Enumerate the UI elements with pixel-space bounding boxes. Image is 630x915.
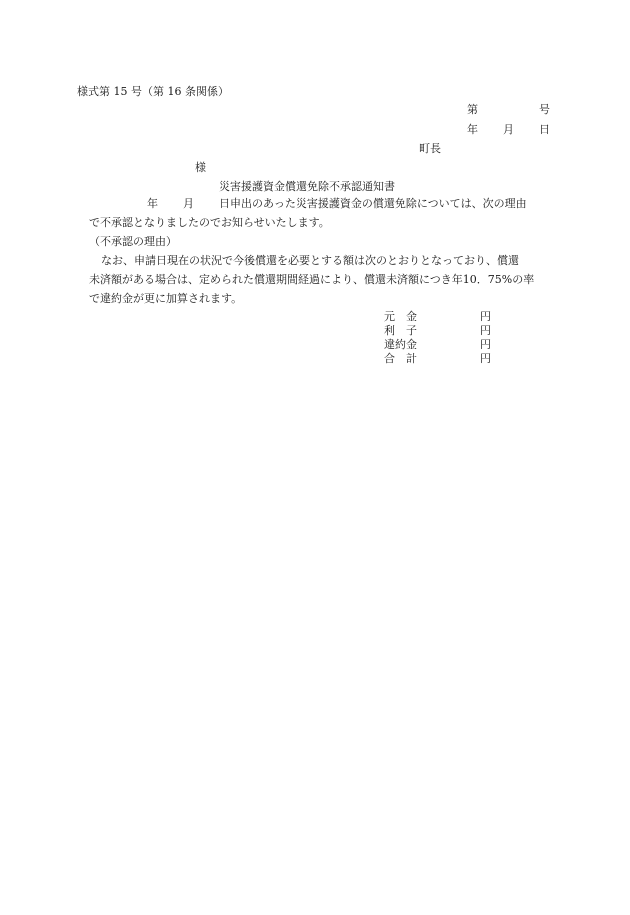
intro-year: 年 [147, 197, 158, 210]
reason-line-2: 未済額がある場合は、定められた償還期間経過により、償還未済額につき年10．75%の率 [89, 273, 535, 286]
reason-line-1: なお、申請日現在の状況で今後償還を必要とする額は次のとおりとなっており、償還 [101, 254, 519, 267]
addressee-suffix: 様 [195, 161, 206, 174]
date-month: 月 [503, 123, 514, 136]
amount-label: 合 計 [384, 352, 417, 365]
amount-row-principal [384, 310, 494, 324]
amount-row-total [384, 352, 494, 366]
amount-unit: 円 [480, 338, 491, 351]
amount-label: 元 金 [384, 310, 417, 323]
reason-line-3: で違約金が更に加算されます。 [89, 292, 243, 305]
amount-row-interest [384, 324, 494, 338]
amount-label: 利 子 [384, 324, 417, 337]
amount-label: 違約金 [384, 338, 417, 351]
date-year: 年 [467, 123, 478, 136]
amount-row-penalty [384, 338, 494, 352]
intro-month: 月 [183, 197, 194, 210]
date-day: 日 [539, 123, 550, 136]
intro-line-2: で不承認となりましたのでお知らせいたします。 [89, 216, 330, 229]
form-header: 様式第 15 号（第 16 条関係） [77, 85, 229, 98]
number-prefix: 第 [467, 103, 478, 116]
document-title: 災害援護資金償還免除不承認通知書 [219, 180, 395, 193]
amount-unit: 円 [480, 310, 491, 323]
intro-line-1: 日申出のあった災害援護資金の償還免除については、次の理由 [219, 197, 527, 210]
number-suffix: 号 [539, 103, 550, 116]
amount-unit: 円 [480, 352, 491, 365]
reason-heading: （不承認の理由） [89, 235, 177, 248]
issuer-title: 町長 [419, 142, 441, 155]
amount-unit: 円 [480, 324, 491, 337]
